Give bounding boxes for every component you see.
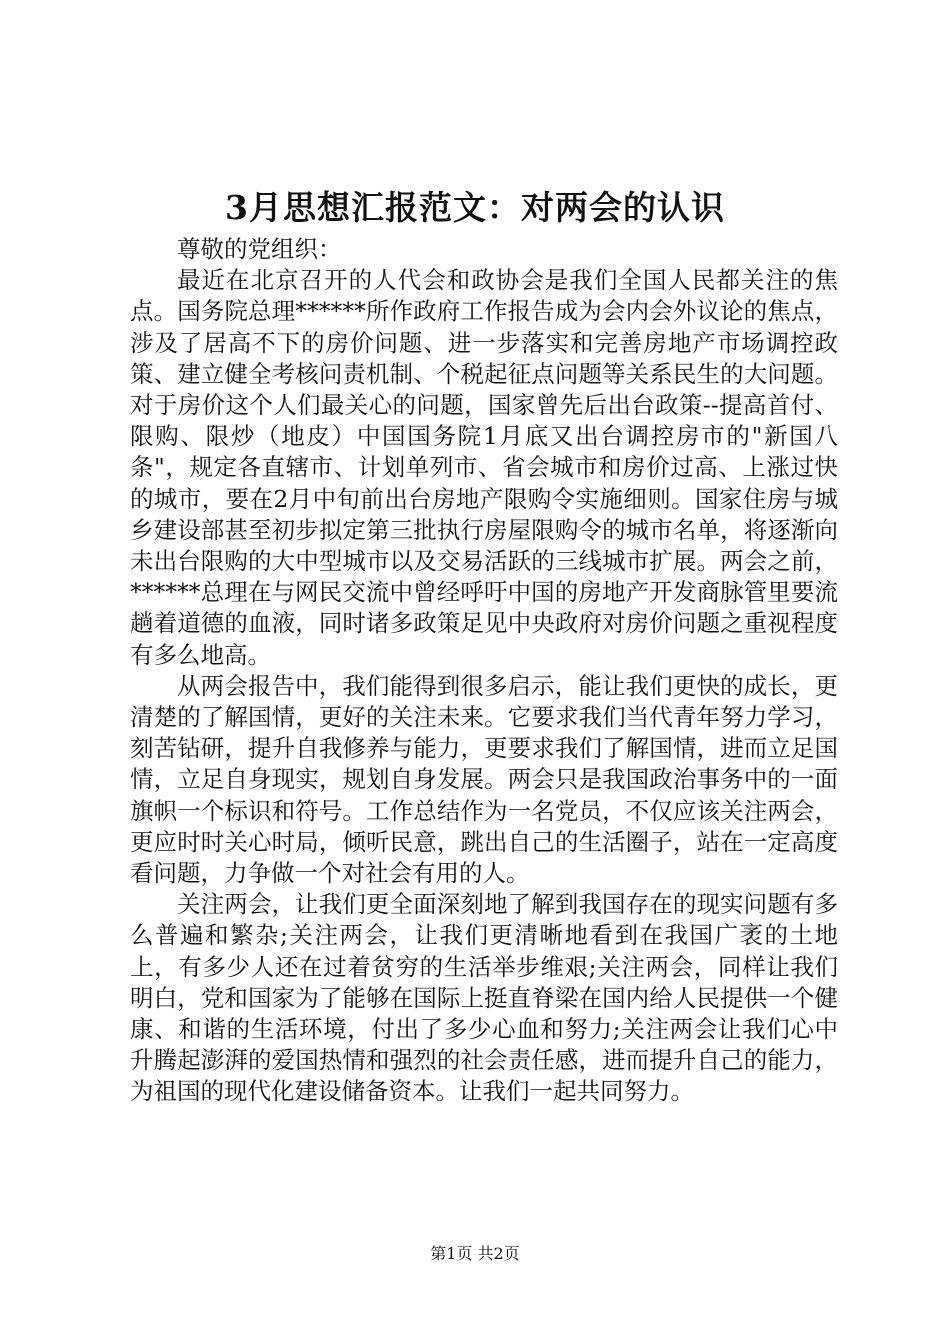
paragraph-2: 从两会报告中，我们能得到很多启示，能让我们更快的成长，更清楚的了解国情，更好的关注未来。它要求我们当代青年努力学习，刻苦钻研，提升自我修养与能力，更要求我们了解国情，进而立足国情，立足自身现实，规划自身发展。两会只是我国政治事务中的一面旗帜一个标识和符号。工作总结作为一名党员，不仅应该关注两会，更应时时关心时局，倾听民意，跳出自己的生活圈子，站在一定高度看问题，力争做一个对社会有用的人。 [130, 671, 838, 888]
page-footer: 第1页 共2页 [430, 1244, 520, 1263]
document-title: 3月思想汇报范文：对两会的认识 [225, 188, 725, 227]
paragraph-3: 关注两会，让我们更全面深刻地了解到我国存在的现实问题有多么普遍和繁杂;关注两会，让我们更清晰地看到在我国广袤的土地上，有多少人还在过着贫穷的生活举步维艰;关注两会，同样让我们明白，党和国家为了能够在国际上挺直脊梁在国内给人民提供一个健康、和谐的生活环境，付出了多少心血和努力;关注两会让我们心中升腾起澎湃的爱国热情和强烈的社会责任感，进而提升自己的能力，为祖国的现代化建设储备资本。让我们一起共同努力。 [130, 890, 838, 1106]
document-body [130, 234, 838, 1108]
paragraph-1: 最近在北京召开的人代会和政协会是我们全国人民都关注的焦点。国务院总理******所作政府工作报告成为会内会外议论的焦点，涉及了居高不下的房价问题、进一步落实和完善房地产市场调控政策、建立健全考核问责机制、个税起征点问题等关系民生的大问题。对于房价这个人们最关心的问题，国家曾先后出台政策--提高首付、限购、限炒（地皮）中国国务院1月底又出台调控房市的"新国八条"，规定各直辖市、计划单列市、省会城市和房价过高、上涨过快的城市，要在2月中旬前出台房地产限购令实施细则。国家住房与城乡建设部甚至初步拟定第三批执行房屋限购令的城市名单，将逐渐向未出台限购的大中型城市以及交易活跃的三线城市扩展。两会之前，******总理在与网民交流中曾经呼吁中国的房地产开发商脉管里要流趟着道德的血液，同时诸多政策足见中央政府对房价问题之重视程度有多么地高。 [130, 266, 838, 669]
salutation: 尊敬的党组织： [177, 235, 342, 263]
